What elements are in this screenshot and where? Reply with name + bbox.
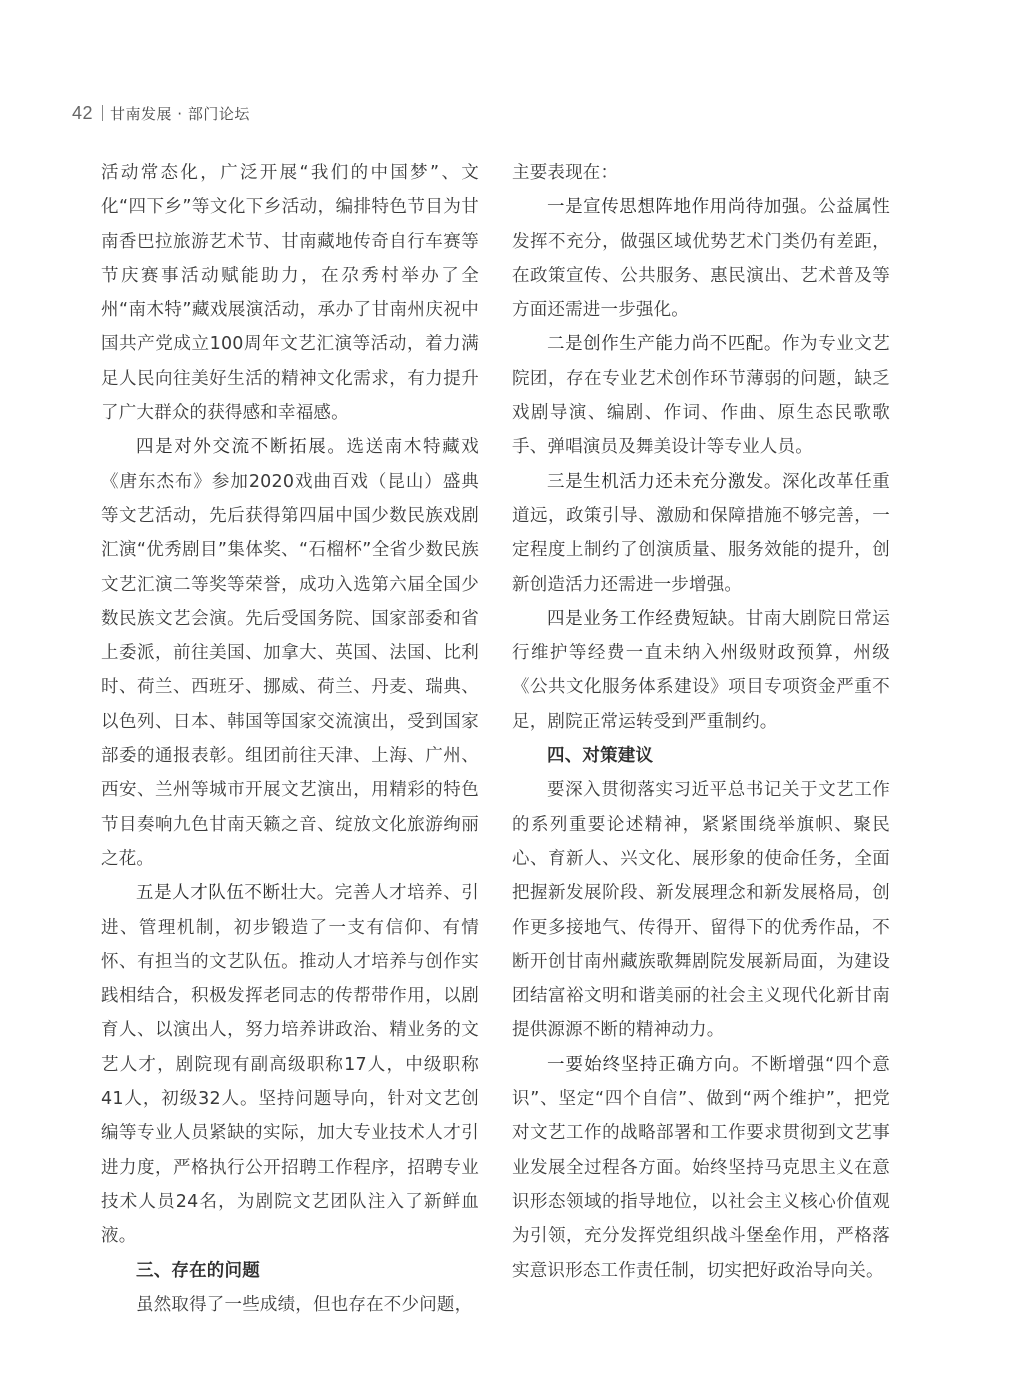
section-heading-problems: 三、存在的问题	[136, 1260, 260, 1281]
paragraph-body: 选送南木特藏戏《唐东杰布》参加2020戏曲百戏（昆山）盛典等文艺活动，先后获得第四届中国少数民族戏剧汇演“优秀剧目”集体奖、“石榴杯”全省少数民族文艺汇演二等奖等荣誉，成功入选第六届全国少数民族文艺会演。先后受国务院、国家部委和省上委派，前往美国、加拿大、英国、法国、比利时、荷兰、西班牙、挪威、荷兰、丹麦、瑞典、以色列、日本、韩国等国家交流演出，受到国家部委的通报表彰。组团前往天津、上海、广州、西安、兰州等城市开展文艺演出，用精彩的特色节目奏响九色甘南天籁之音、绽放文化旅游绚丽之花。	[101, 437, 479, 869]
paragraph-talent	[101, 876, 479, 1253]
paragraph-lead: 三是生机活力还未充分激发。	[547, 471, 782, 492]
paragraph-problem-2	[512, 327, 890, 464]
page-number: 42	[72, 102, 94, 123]
left-column	[101, 156, 479, 1322]
paragraph-suggestions-intro: 要深入贯彻落实习近平总书记关于文艺工作的系列重要论述精神，紧紧围绕举旗帜、聚民心、育新人、兴文化、展形象的使命任务，全面把握新发展阶段、新发展理念和新发展格局，创作更多接地气、传得开、留得下的优秀作品，不断开创甘南州藏族歌舞剧院发展新局面，为建设团结富裕文明和谐美丽的社会主义现代化新甘南提供源源不断的精神动力。	[512, 780, 890, 1041]
paragraph-body: 甘南大剧院日常运行维护等经费一直未纳入州级财政预算，州级《公共文化服务体系建设》项目专项资金严重不足，剧院正常运转受到严重制约。	[512, 608, 890, 732]
paragraph-lead: 一是宣传思想阵地作用尚待加强。	[547, 197, 819, 218]
running-header	[72, 101, 250, 125]
right-column	[512, 156, 890, 1288]
paragraph-problem-4	[512, 602, 890, 739]
paragraph-problem-3	[512, 465, 890, 602]
paragraph-lead: 一要始终坚持正确方向。	[547, 1054, 751, 1075]
paragraph-problems-intro: 虽然取得了一些成绩，但也存在不少问题，	[136, 1294, 473, 1315]
section-heading-suggestions: 四、对策建议	[547, 746, 654, 767]
paragraph-body: 不断增强“四个意识”、坚定“四个自信”、做到“两个维护”，把党对文艺工作的战略部署和工作要求贯彻到文艺事业发展全过程各方面。始终坚持马克思主义在意识形态领域的指导地位，以社会主义核心价值观为引领，充分发挥党组织战斗堡垒作用，严格落实意识形态工作责任制，切实把好政治导向关。	[512, 1054, 891, 1281]
paragraph-exchange	[101, 430, 479, 876]
header-divider	[102, 105, 103, 121]
paragraph-lead: 五是人才队伍不断壮大。	[136, 883, 335, 904]
paragraph-body: 深化改革任重道远，政策引导、激励和保障措施不够完善，一定程度上制约了创演质量、服务效能的提升，创新创造活力还需进一步增强。	[512, 471, 890, 595]
paragraph-continued: 活动常态化，广泛开展“我们的中国梦”、文化“四下乡”等文化下乡活动，编排特色节目为甘南香巴拉旅游艺术节、甘南藏地传奇自行车赛等节庆赛事活动赋能助力，在尕秀村举办了全州“南木特”藏戏展演活动，承办了甘南州庆祝中国共产党成立100周年文艺汇演等活动，着力满足人民向往美好生活的精神文化需求，有力提升了广大群众的获得感和幸福感。	[101, 163, 479, 424]
paragraph-body: 作为专业文艺院团，存在专业艺术创作环节薄弱的问题，缺乏戏剧导演、编剧、作词、作曲、原生态民歌歌手、弹唱演员及舞美设计等专业人员。	[512, 334, 890, 458]
paragraph-body: 公益属性发挥不充分，做强区域优势艺术门类仍有差距，在政策宣传、公共服务、惠民演出、艺术普及等方面还需进一步强化。	[512, 197, 890, 321]
paragraph-body: 完善人才培养、引进、管理机制，初步锻造了一支有信仰、有情怀、有担当的文艺队伍。推动人才培养与创作实践相结合，积极发挥老同志的传帮带作用，以剧育人、以演出人，努力培养讲政治、精业务的文艺人才，剧院现有副高级职称17人，中级职称41人，初级32人。坚持问题导向，针对文艺创编等专业人员紧缺的实际，加大专业技术人才引进力度，严格执行公开招聘工作程序，招聘专业技术人员24名，为剧院文艺团队注入了新鲜血液。	[101, 883, 479, 1247]
paragraph-problem-1	[512, 190, 890, 327]
paragraph-continued: 主要表现在：	[512, 163, 619, 183]
paragraph-lead: 二是创作生产能力尚不匹配。	[547, 334, 782, 355]
paragraph-lead: 四是业务工作经费短缺。	[547, 608, 746, 629]
paragraph-lead: 四是对外交流不断拓展。	[136, 437, 347, 458]
section-title: 甘南发展 · 部门论坛	[110, 104, 250, 123]
paragraph-suggestion-1	[512, 1048, 890, 1288]
